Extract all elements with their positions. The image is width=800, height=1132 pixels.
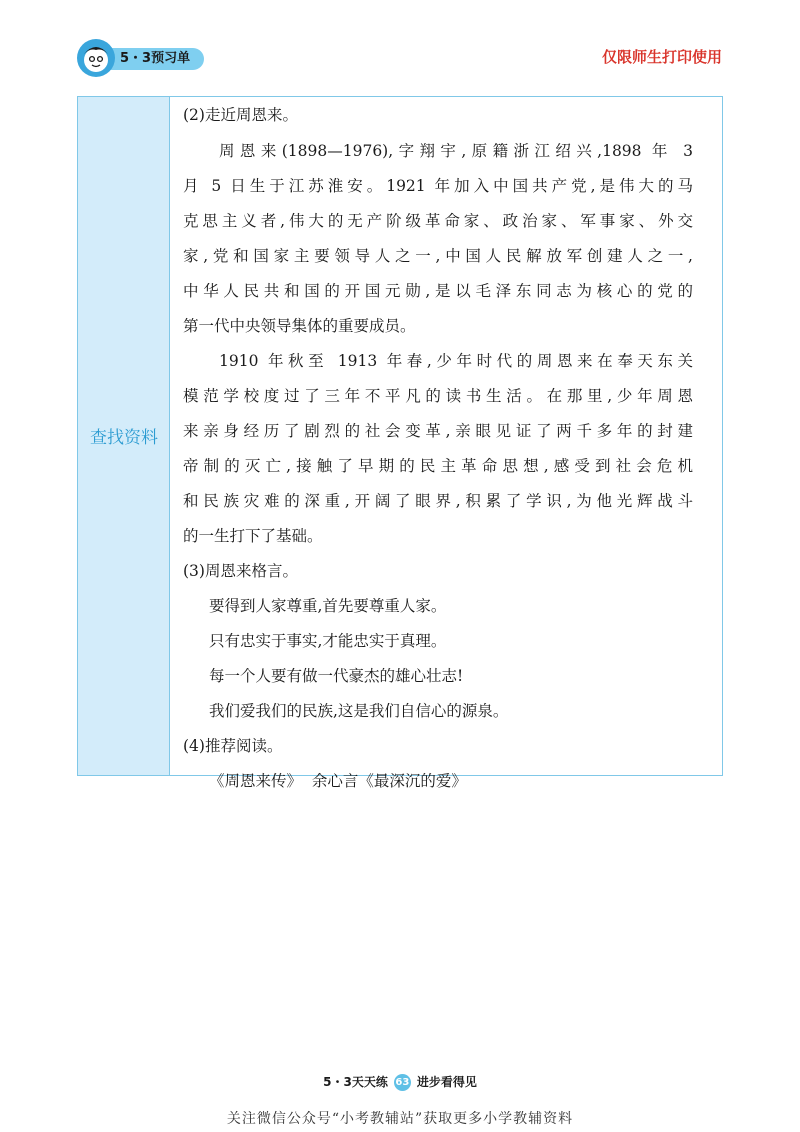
para1-line: 家,党和国家主要领导人之一,中国人民解放军创建人之一,	[183, 247, 693, 265]
bottom-watermark-note: 关注微信公众号“小考教辅站”获取更多小学教辅资料	[226, 1111, 574, 1127]
para1-line: 第一代中央领导集体的重要成员。	[183, 317, 416, 335]
para1-line: 中华人民共和国的开国元勋,是以毛泽东同志为核心的党的	[183, 282, 693, 300]
side-label: 查找资料	[90, 428, 158, 448]
para2-line: 帝制的灭亡,接触了早期的民主革命思想,感受到社会危机	[183, 457, 693, 475]
para2-line: 1910 年秋至 1913 年春,少年时代的周恩来在奉天东关	[219, 352, 693, 370]
print-restriction-note: 仅限师生打印使用	[601, 48, 722, 66]
para2-line: 模范学校度过了三年不平凡的读书生活。在那里,少年周恩	[183, 387, 693, 405]
para2-line: 来亲身经历了剧烈的社会变革,亲眼见证了两千多年的封建	[183, 422, 693, 440]
footer-left: 5・3天天练	[323, 1075, 388, 1089]
heading-3: (3)周恩来格言。	[183, 562, 298, 580]
reading-list: 《周恩来传》 余心言《最深沉的爱》	[209, 772, 467, 790]
footer-right: 进步看得见	[416, 1075, 477, 1089]
page-footer	[0, 1073, 800, 1091]
heading-2: (2)走近周恩来。	[183, 106, 298, 124]
quote-item: 我们爱我们的民族,这是我们自信心的源泉。	[209, 702, 509, 720]
para1-line: 周恩来(1898—1976),字翔宇,原籍浙江绍兴,1898 年 3	[219, 142, 693, 160]
student-avatar-icon	[76, 38, 116, 78]
para1-line: 克思主义者,伟大的无产阶级革命家、政治家、军事家、外交	[183, 212, 693, 230]
page-number: 63	[394, 1074, 411, 1091]
quote-item: 每一个人要有做一代豪杰的雄心壮志!	[209, 667, 464, 685]
quote-item: 只有忠实于事实,才能忠实于真理。	[209, 632, 447, 650]
para2-line: 的一生打下了基础。	[183, 527, 323, 545]
header-badge-label: 5・3预习单	[120, 51, 191, 66]
para2-line: 和民族灾难的深重,开阔了眼界,积累了学识,为他光辉战斗	[183, 492, 693, 510]
quote-item: 要得到人家尊重,首先要尊重人家。	[209, 597, 447, 615]
heading-4: (4)推荐阅读。	[183, 737, 283, 755]
para1-line: 月 5 日生于江苏淮安。1921 年加入中国共产党,是伟大的马	[183, 177, 693, 195]
content-table	[77, 96, 723, 790]
side-cell	[78, 97, 170, 775]
